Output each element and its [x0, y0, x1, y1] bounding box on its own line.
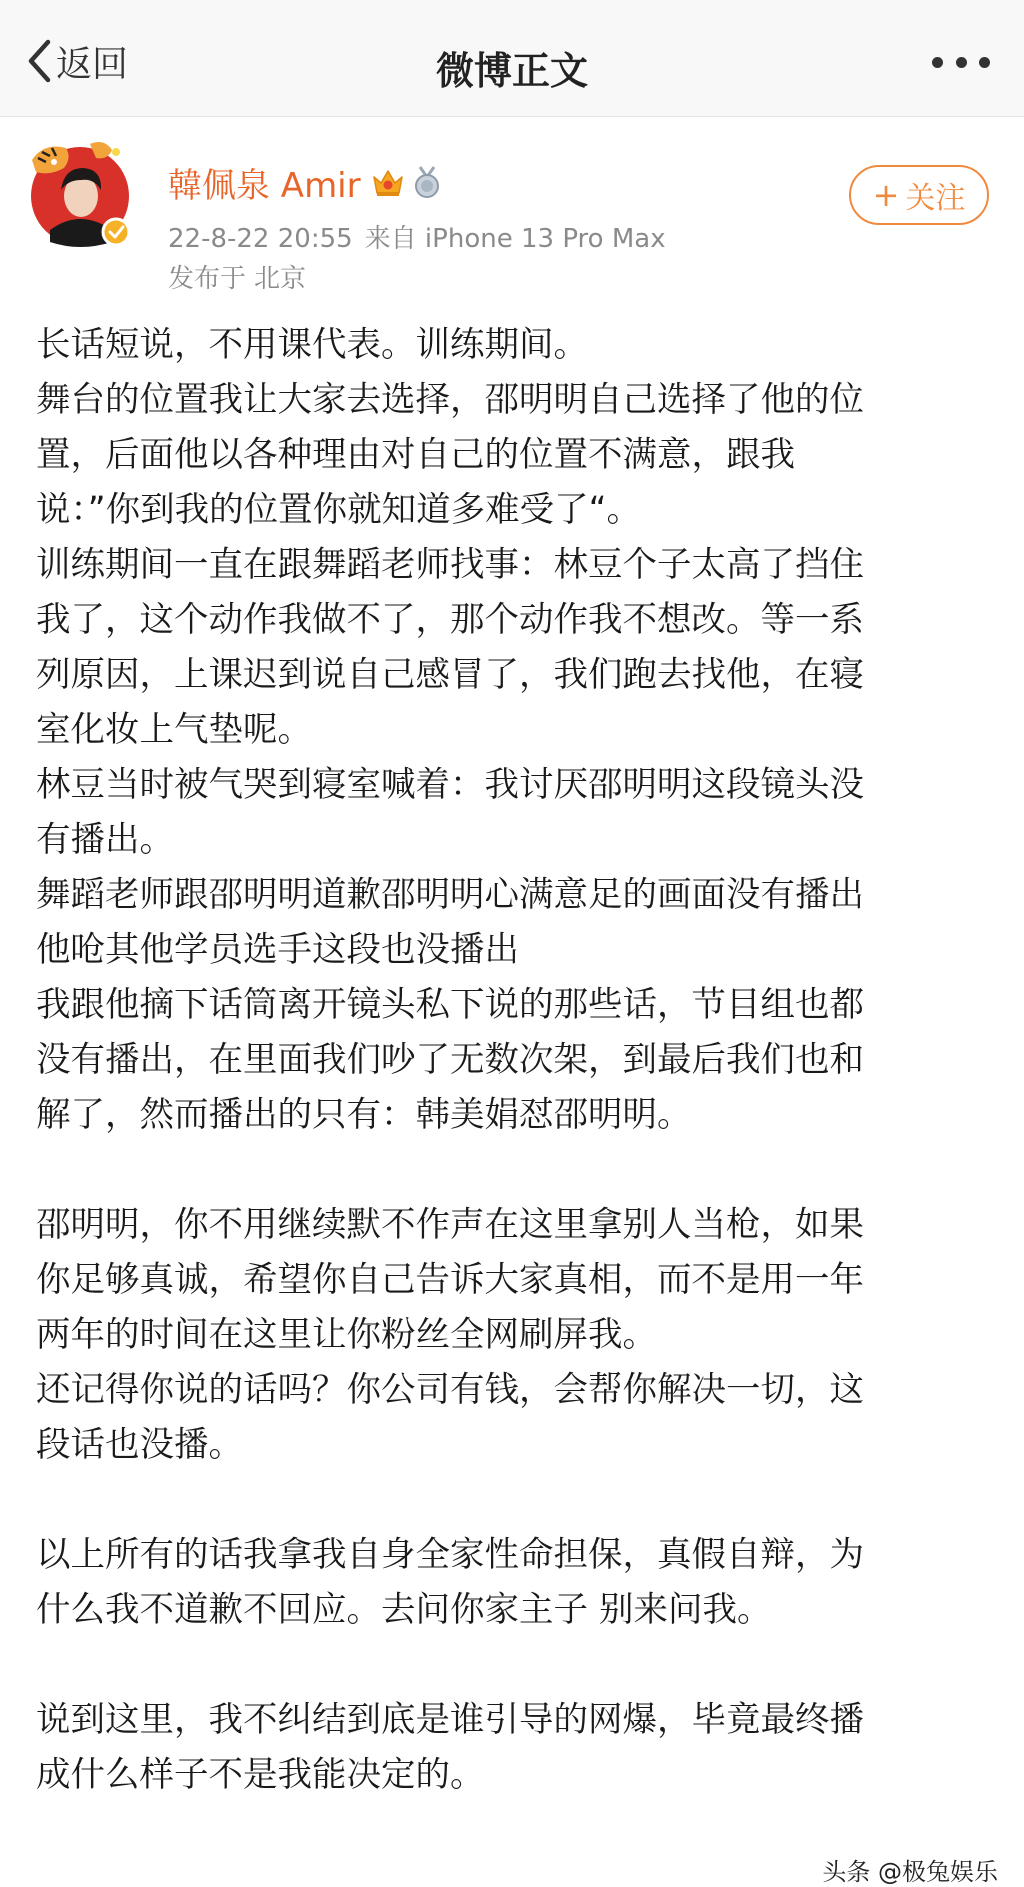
- post-text-line: 长话短说，不用课代表。训练期间。: [36, 325, 588, 365]
- post-text-line: 舞台的位置我让大家去选择，邵明明自己选择了他的位: [36, 380, 864, 420]
- post-text-line: 林豆当时被气哭到寝室喊着：我讨厌邵明明这段镜头没: [36, 765, 864, 805]
- post-source: 来自 iPhone 13 Pro Max: [364, 224, 666, 254]
- post-location-line: [168, 258, 306, 295]
- post-text-line: [36, 1638, 982, 1693]
- post-location: 北京: [254, 264, 307, 294]
- post-text-line: 还记得你说的话吗？你公司有钱，会帮你解决一切，这: [36, 1370, 864, 1410]
- post-content: [36, 318, 982, 1803]
- post-text-line: 舞蹈老师跟邵明明道歉邵明明心满意足的画面没有播出: [36, 875, 864, 915]
- avatar[interactable]: [30, 138, 136, 250]
- page-title: 微博正文: [435, 49, 588, 93]
- post-text-line: 你足够真诚，希望你自己告诉大家真相，而不是用一年: [36, 1260, 864, 1300]
- medal-badge-icon[interactable]: [411, 165, 443, 199]
- verified-badge-icon: [103, 219, 129, 245]
- post-datetime: 22-8-22 20:55: [168, 224, 353, 254]
- plus-icon: +: [872, 176, 900, 214]
- post-text-line: 我了，这个动作我做不了，那个动作我不想改。等一系: [36, 600, 864, 640]
- post-text-line: 以上所有的话我拿我自身全家性命担保，真假自辩，为: [36, 1535, 864, 1575]
- post-text-line: 邵明明，你不用继续默不作声在这里拿别人当枪，如果: [36, 1205, 864, 1245]
- author-row: [168, 160, 443, 204]
- post-text-line: 室化妆上气垫呢。: [36, 710, 312, 750]
- follow-label: 关注: [905, 181, 966, 216]
- post-text-line: 两年的时间在这里让你粉丝全网刷屏我。: [36, 1315, 657, 1355]
- post-meta: [168, 218, 666, 255]
- post-text-line: 我跟他摘下话筒离开镜头私下说的那些话，节目组也都: [36, 985, 864, 1025]
- author-name[interactable]: 韓佩泉 Amir: [168, 165, 361, 206]
- watermark: 头条 @极兔娱乐: [822, 1858, 998, 1886]
- post-text-line: 什么我不道歉不回应。去问你家主子 别来问我。: [36, 1590, 772, 1630]
- post-text-line: 成什么样子不是我能决定的。: [36, 1755, 485, 1795]
- follow-button[interactable]: [849, 165, 989, 225]
- post-text-line: 说到这里，我不纠结到底是谁引导的网爆，毕竟最终播: [36, 1700, 864, 1740]
- post-text-line: 没有播出，在里面我们吵了无数次架，到最后我们也和: [36, 1040, 864, 1080]
- post-text-line: 训练期间一直在跟舞蹈老师找事：林豆个子太高了挡住: [36, 545, 864, 585]
- back-label: 返回: [56, 43, 129, 85]
- post-text-line: 解了，然而播出的只有：韩美娟怼邵明明。: [36, 1095, 692, 1135]
- post-text-line: 置，后面他以各种理由对自己的位置不满意，跟我: [36, 435, 795, 475]
- post-text-line: [36, 1473, 982, 1528]
- post-text-line: 段话也没播。: [36, 1425, 243, 1465]
- post-text-line: 说：”你到我的位置你就知道多难受了“。: [36, 490, 641, 530]
- more-dots-icon[interactable]: [932, 52, 990, 72]
- post-text-line: 有播出。: [36, 820, 174, 860]
- post-text-line: 列原因，上课迟到说自己感冒了，我们跑去找他，在寝: [36, 655, 864, 695]
- top-nav-bar: [0, 0, 1024, 117]
- post-text-line: 他呛其他学员选手这段也没播出: [36, 930, 519, 970]
- location-prefix: 发布于: [168, 264, 247, 294]
- crown-badge-icon[interactable]: [371, 165, 405, 199]
- post-text-line: [36, 1143, 982, 1198]
